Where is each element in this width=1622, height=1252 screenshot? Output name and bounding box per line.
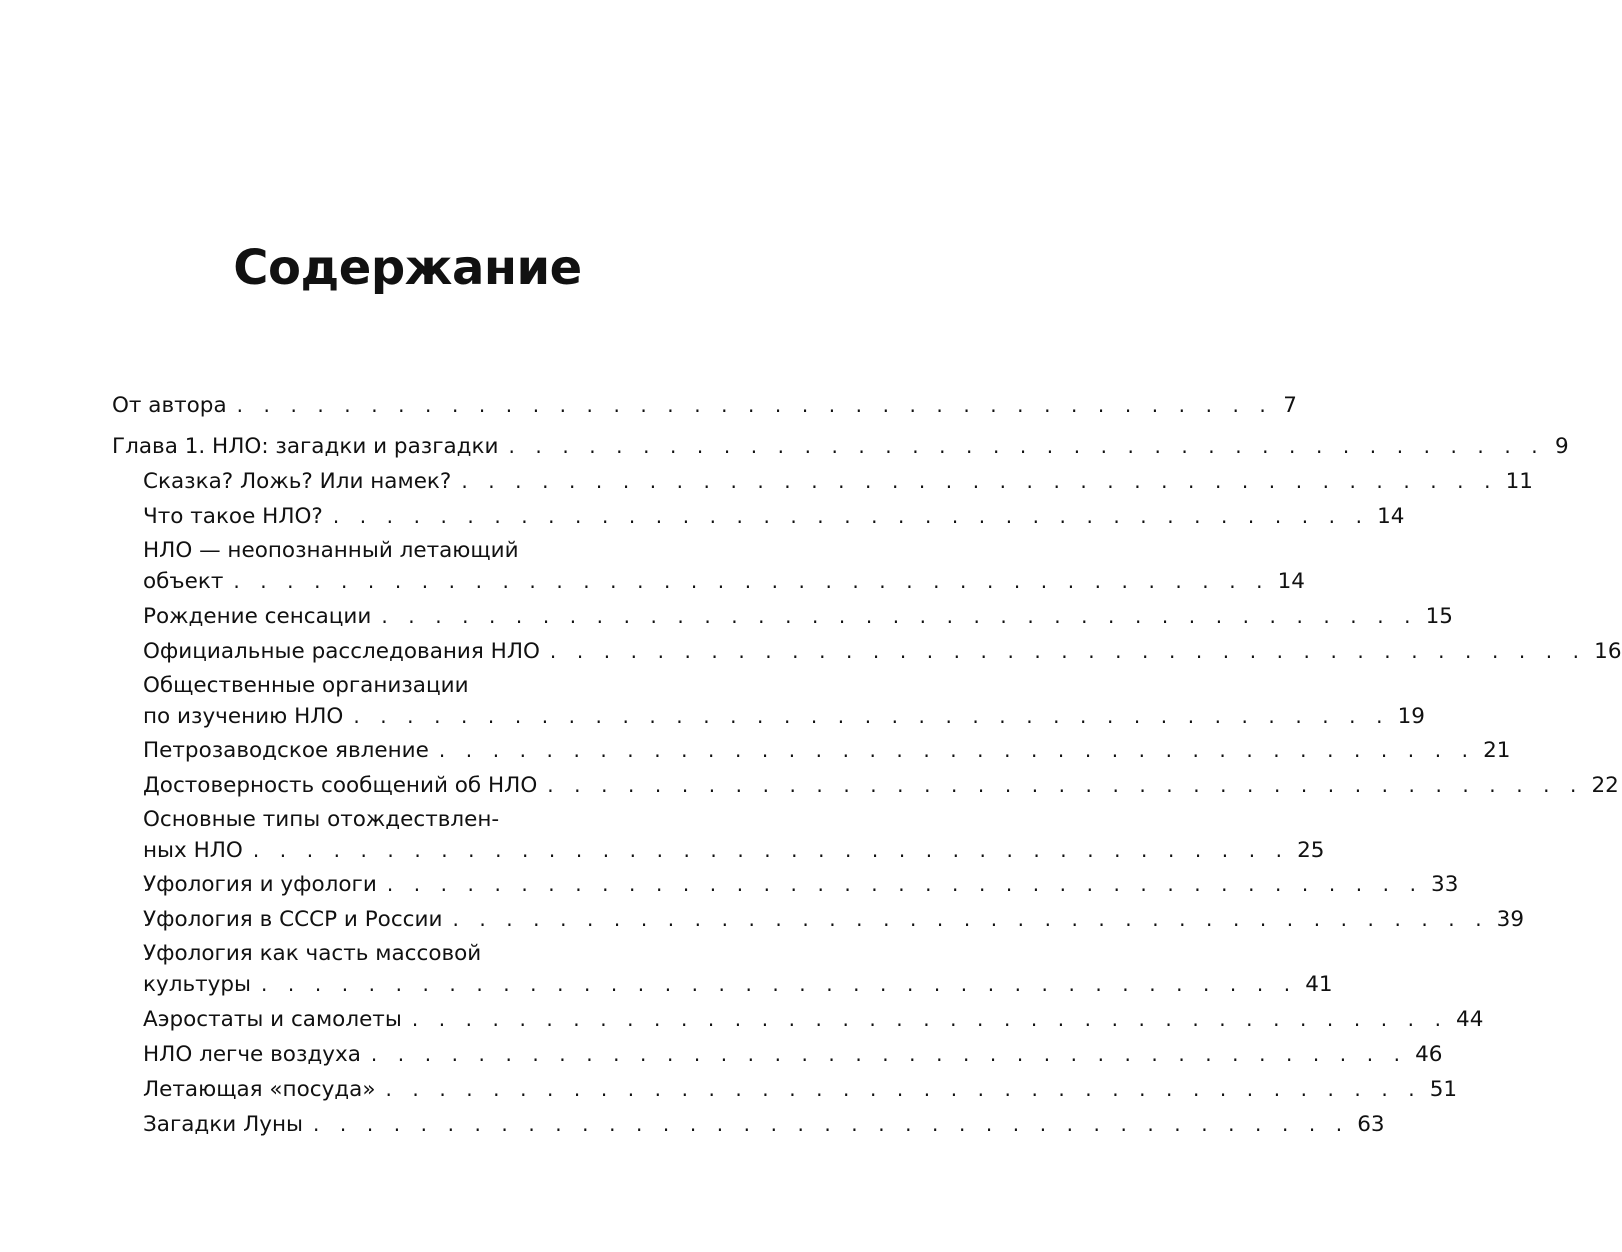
toc-entry-page: 63 <box>1357 1112 1385 1137</box>
toc-entry <box>143 770 1619 800</box>
toc-entry-label: НЛО легче воздуха <box>143 1042 361 1067</box>
toc-entry-label: ных НЛО <box>143 838 243 863</box>
toc-entry <box>143 869 1459 899</box>
toc-entry-page: 21 <box>1483 738 1511 763</box>
toc-entry-page: 51 <box>1429 1077 1458 1102</box>
toc-entry-page: 41 <box>1305 972 1333 997</box>
toc-entry-page: 16 <box>1594 639 1622 664</box>
toc-entry <box>143 904 1525 934</box>
toc-entry <box>143 466 1533 496</box>
toc-entry-page: 15 <box>1425 604 1453 629</box>
toc-entry <box>143 735 1511 765</box>
toc-entry <box>143 805 1325 865</box>
dot-leader: . . . . . . . . . . . . . . . . . . . . . . . . . . . . . . . . . . . . . . . <box>332 504 1370 528</box>
dot-leader: . . . . . . . . . . . . . . . . . . . . . . . . . . . . . . . . . . . . . . . <box>233 569 1270 593</box>
dot-leader: . . . . . . . . . . . . . . . . . . . . . . . . . . . . . . . . . . . . . . . <box>411 1007 1449 1031</box>
toc-entry <box>143 536 1305 596</box>
dot-leader: . . . . . . . . . . . . . . . . . . . . . . . . . . . . . . . . . . . . . . . <box>547 773 1584 797</box>
toc-entry-label: От автора <box>112 393 227 418</box>
dot-leader: . . . . . . . . . . . . . . . . . . . . . . . . . . . . . . . . . . . . . . . <box>508 434 1545 458</box>
toc-entry-page: 25 <box>1297 838 1325 863</box>
toc-entry-label: Рождение сенсации <box>143 604 372 629</box>
toc-entry <box>143 1074 1458 1104</box>
toc-entry-page: 9 <box>1555 434 1569 459</box>
toc-entry-label: Летающая «посуда» <box>143 1077 376 1102</box>
toc-entry-page: 33 <box>1431 872 1459 897</box>
dot-leader: . . . . . . . . . . . . . . . . . . . . . . . . . . . . . . . . . . . . . . . <box>353 704 1390 728</box>
dot-leader: . . . . . . . . . . . . . . . . . . . . . . . . . . . . . . . . . . . . . . . <box>549 639 1587 663</box>
toc-entry-page: 39 <box>1496 907 1525 932</box>
toc-entry-label: Петрозаводское явление <box>143 738 429 763</box>
toc-entry-label: объект <box>143 569 224 594</box>
toc-entry-page: 22 <box>1591 773 1619 798</box>
toc-entry-chapter-1 <box>112 431 1569 461</box>
toc-entry <box>143 1109 1385 1139</box>
dot-leader: . . . . . . . . . . . . . . . . . . . . . . . . . . . . . . . . . . . . . . . <box>461 469 1498 493</box>
toc-entry-label: Уфология в СССР и России <box>143 907 443 932</box>
toc-entry-page: 44 <box>1456 1007 1484 1032</box>
dot-leader: . . . . . . . . . . . . . . . . . . . . . . . . . . . . . . . . . . . . . . . <box>252 838 1290 862</box>
toc-entry-label: Что такое НЛО? <box>143 504 323 529</box>
toc-entry <box>143 601 1453 631</box>
toc-entry-label: Уфология и уфологи <box>143 872 377 897</box>
toc-entry-page: 14 <box>1277 569 1305 594</box>
toc-entry <box>143 501 1405 531</box>
toc-entry <box>143 1004 1484 1034</box>
page-title: Содержание <box>233 240 582 296</box>
toc-entry <box>143 939 1333 999</box>
toc-entry <box>143 1039 1443 1069</box>
toc-entry-page: 11 <box>1505 469 1533 494</box>
toc-entry-label: Официальные расследования НЛО <box>143 639 540 664</box>
toc-entry-page: 7 <box>1283 393 1297 418</box>
dot-leader: . . . . . . . . . . . . . . . . . . . . . . . . . . . . . . . . . . . . . . . <box>313 1112 1350 1136</box>
toc-entry-label-first-line: НЛО — неопознанный летающий <box>143 538 519 563</box>
dot-leader: . . . . . . . . . . . . . . . . . . . . . . . . . . . . . . . . . . . . . . . <box>261 972 1298 996</box>
toc-entry-label-first-line: Основные типы отождествлен- <box>143 807 500 832</box>
dot-leader: . . . . . . . . . . . . . . . . . . . . . . . . . . . . . . . . . . . . . . . <box>438 738 1476 762</box>
toc-entry-page: 14 <box>1377 504 1405 529</box>
toc-entry-page: 46 <box>1415 1042 1443 1067</box>
toc-entry-label: культуры <box>143 972 251 997</box>
toc-entry-from-author <box>112 390 1297 420</box>
toc-entry-label: Глава 1. НЛО: загадки и разгадки <box>112 434 499 459</box>
toc-entry-page: 19 <box>1397 704 1425 729</box>
toc-entry-label: Сказка? Ложь? Или намек? <box>143 469 452 494</box>
toc-entry-label: Аэростаты и самолеты <box>143 1007 402 1032</box>
toc-entry-label: Загадки Луны <box>143 1112 304 1137</box>
toc-entry-label: по изучению НЛО <box>143 704 344 729</box>
dot-leader: . . . . . . . . . . . . . . . . . . . . . . . . . . . . . . . . . . . . . . . <box>452 907 1489 931</box>
dot-leader: . . . . . . . . . . . . . . . . . . . . . . . . . . . . . . . . . . . . . . . <box>385 1077 1422 1101</box>
dot-leader: . . . . . . . . . . . . . . . . . . . . . . . . . . . . . . . . . . . . . . . <box>381 604 1418 628</box>
toc-entry-label-first-line: Общественные организации <box>143 673 469 698</box>
dot-leader: . . . . . . . . . . . . . . . . . . . . . . . . . . . . . . . . . . . . . . . <box>386 872 1424 896</box>
toc-entry <box>143 671 1425 731</box>
toc-entry-label: Достоверность сообщений об НЛО <box>143 773 538 798</box>
dot-leader: . . . . . . . . . . . . . . . . . . . . . . . . . . . . . . . . . . . . . . . <box>370 1042 1408 1066</box>
toc-entry <box>143 636 1622 666</box>
toc-entry-label-first-line: Уфология как часть массовой <box>143 941 482 966</box>
dot-leader: . . . . . . . . . . . . . . . . . . . . . . . . . . . . . . . . . . . . . . . <box>236 393 1273 417</box>
